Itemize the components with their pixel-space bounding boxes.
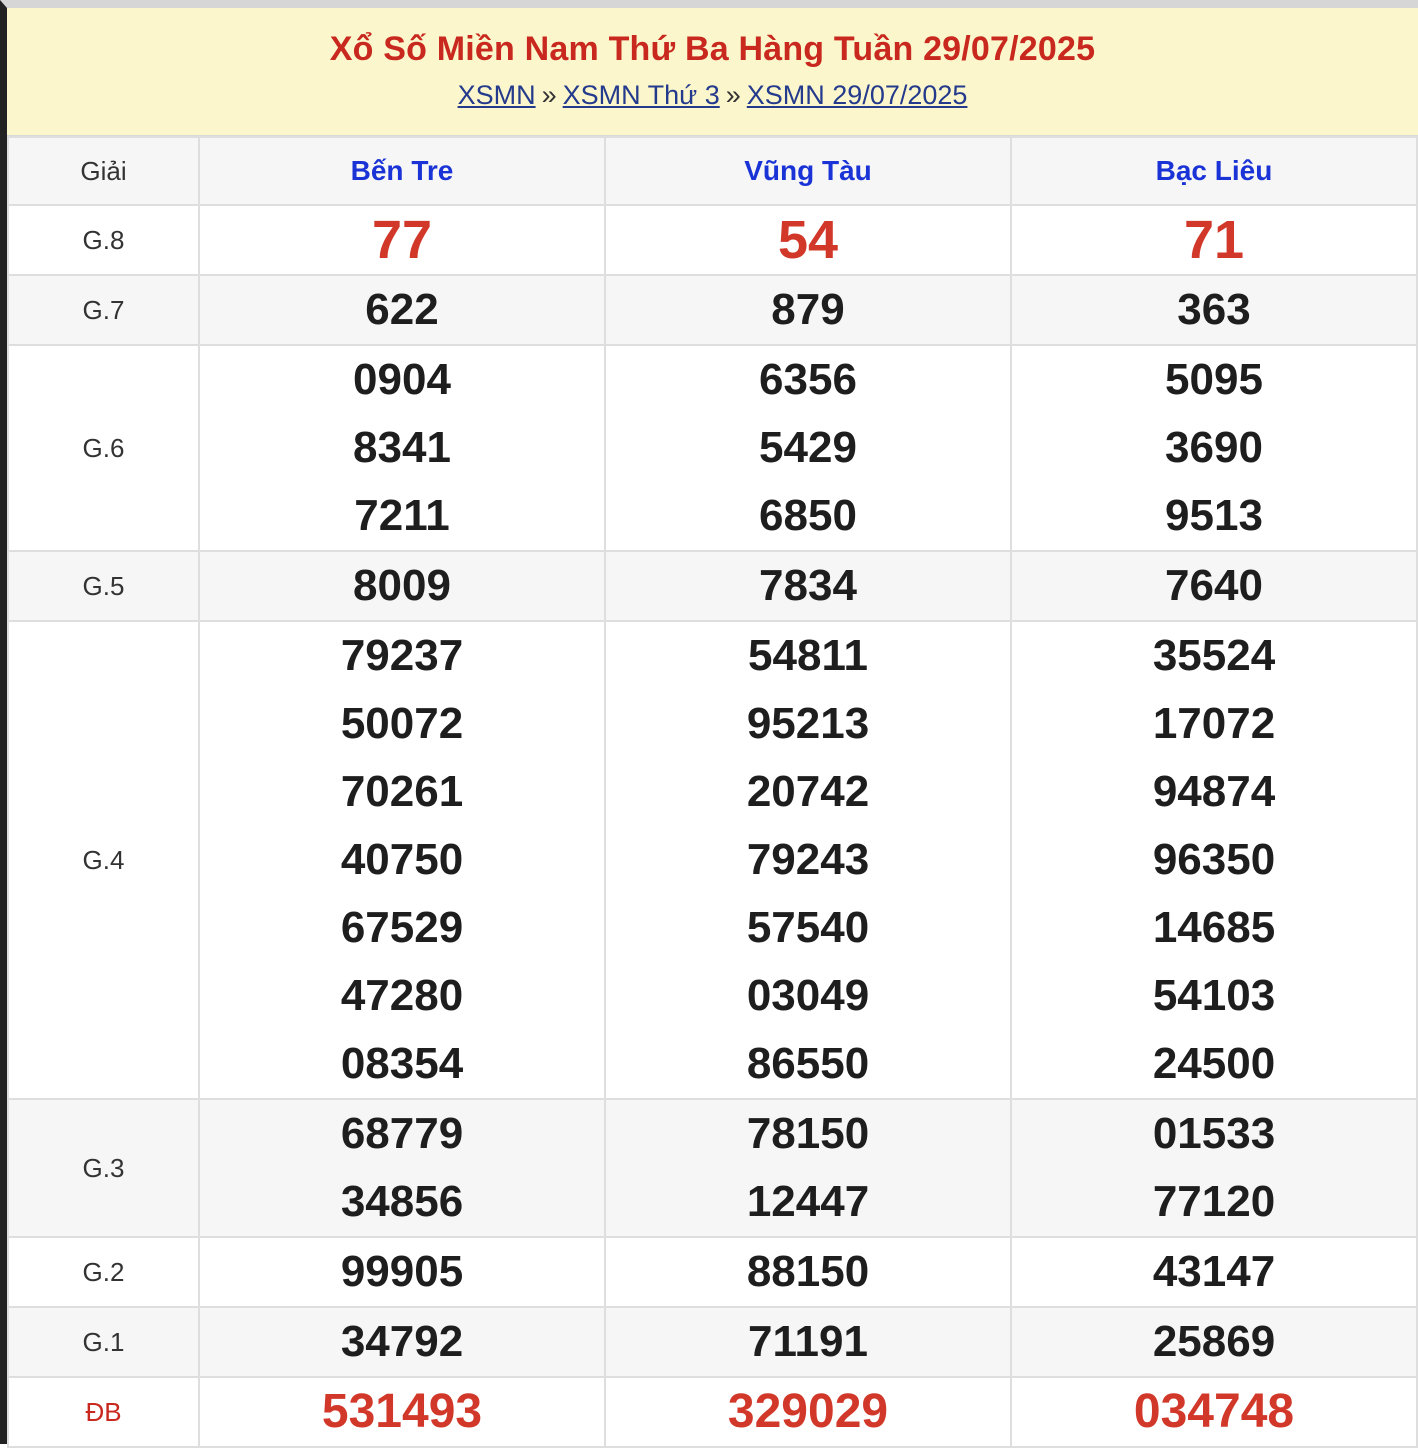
prize-number: 531493: [321, 1385, 483, 1438]
prize-cell: [199, 1237, 605, 1307]
prize-number: 363: [1177, 285, 1251, 334]
prize-cell: [605, 621, 1011, 1099]
prize-number: 3690: [1165, 423, 1263, 472]
prize-row: [8, 205, 1417, 275]
prize-cell: [1011, 1307, 1417, 1377]
prize-cell: [1011, 551, 1417, 621]
prize-row: [8, 1307, 1417, 1377]
prize-number: 034748: [1133, 1385, 1295, 1438]
breadcrumb-link-xsmn[interactable]: XSMN: [457, 80, 536, 110]
breadcrumb-link-date[interactable]: XSMN 29/07/2025: [746, 80, 968, 110]
prize-number: 50072: [340, 699, 464, 748]
prize-number: 67529: [340, 903, 464, 952]
prize-number: 0904: [353, 355, 451, 404]
results-header: [7, 8, 1418, 136]
prize-cell: [199, 1377, 605, 1447]
prize-cell: [605, 345, 1011, 551]
province-header-bac-lieu[interactable]: Bạc Liêu: [1011, 137, 1417, 205]
prize-row: [8, 621, 1417, 1099]
prize-number: 329029: [727, 1385, 889, 1438]
prize-cell: [1011, 1377, 1417, 1447]
prize-cell: [1011, 1237, 1417, 1307]
prize-number: 5429: [759, 423, 857, 472]
prize-number: 94874: [1152, 767, 1276, 816]
prize-label: G.5: [8, 551, 199, 621]
prize-number: 879: [771, 285, 845, 334]
prize-label: G.7: [8, 275, 199, 345]
prize-column-header: Giải: [8, 137, 199, 205]
prize-number: 77: [371, 210, 433, 270]
page-title: Xổ Số Miền Nam Thứ Ba Hàng Tuần 29/07/2025: [329, 30, 1096, 68]
prize-number: 12447: [746, 1177, 870, 1226]
prize-row: [8, 1099, 1417, 1237]
prize-number: 01533: [1152, 1109, 1276, 1158]
prize-cell: [605, 1307, 1011, 1377]
prize-number: 34856: [340, 1177, 464, 1226]
province-header-ben-tre[interactable]: Bến Tre: [199, 137, 605, 205]
prize-number: 08354: [340, 1039, 464, 1088]
prize-cell: [1011, 205, 1417, 275]
prize-number: 57540: [746, 903, 870, 952]
prize-number: 34792: [340, 1317, 464, 1366]
prize-number: 8341: [353, 423, 451, 472]
prize-label: ĐB: [8, 1377, 199, 1447]
prize-cell: [605, 1237, 1011, 1307]
prize-cell: [605, 551, 1011, 621]
table-header-row: [8, 137, 1417, 205]
prize-number: 96350: [1152, 835, 1276, 884]
prize-cell: [605, 1099, 1011, 1237]
prize-number: 99905: [340, 1247, 464, 1296]
prize-cell: [199, 1307, 605, 1377]
prize-number: 54811: [748, 631, 868, 680]
prize-number: 70261: [340, 767, 464, 816]
prize-number: 68779: [340, 1109, 464, 1158]
prize-number: 622: [365, 285, 439, 334]
prize-number: 6850: [759, 491, 857, 540]
prize-number: 7834: [759, 561, 857, 610]
prize-cell: [1011, 345, 1417, 551]
prize-row: [8, 345, 1417, 551]
prize-cell: [199, 621, 605, 1099]
province-header-vung-tau[interactable]: Vũng Tàu: [605, 137, 1011, 205]
prize-number: 47280: [340, 971, 464, 1020]
prize-number: 79237: [340, 631, 464, 680]
prize-number: 6356: [759, 355, 857, 404]
prize-number: 35524: [1152, 631, 1276, 680]
prize-number: 25869: [1152, 1317, 1276, 1366]
prize-number: 20742: [746, 767, 870, 816]
results-table: [7, 136, 1418, 1448]
prize-label: G.3: [8, 1099, 199, 1237]
prize-number: 95213: [746, 699, 870, 748]
breadcrumb-separator: »: [725, 80, 741, 110]
prize-cell: [199, 345, 605, 551]
breadcrumb: [7, 80, 1418, 111]
prize-label: G.6: [8, 345, 199, 551]
prize-cell: [199, 551, 605, 621]
prize-number: 24500: [1152, 1039, 1276, 1088]
prize-number: 54103: [1152, 971, 1276, 1020]
prize-cell: [1011, 1099, 1417, 1237]
prize-number: 9513: [1165, 491, 1263, 540]
prize-number: 03049: [746, 971, 870, 1020]
breadcrumb-link-weekday[interactable]: XSMN Thứ 3: [562, 80, 720, 110]
prize-number: 14685: [1152, 903, 1276, 952]
prize-cell: [1011, 621, 1417, 1099]
prize-cell: [1011, 275, 1417, 345]
prize-cell: [199, 1099, 605, 1237]
breadcrumb-separator: »: [541, 80, 557, 110]
prize-cell: [605, 205, 1011, 275]
prize-number: 7640: [1165, 561, 1263, 610]
prize-number: 8009: [353, 561, 451, 610]
prize-cell: [199, 205, 605, 275]
prize-cell: [605, 275, 1011, 345]
prize-label: G.1: [8, 1307, 199, 1377]
prize-cell: [605, 1377, 1011, 1447]
prize-number: 79243: [746, 835, 870, 884]
prize-number: 71: [1183, 210, 1245, 270]
prize-number: 43147: [1152, 1247, 1276, 1296]
prize-label: G.8: [8, 205, 199, 275]
prize-number: 78150: [746, 1109, 870, 1158]
prize-number: 88150: [746, 1247, 870, 1296]
prize-number: 77120: [1152, 1177, 1276, 1226]
prize-number: 40750: [340, 835, 464, 884]
prize-number: 86550: [746, 1039, 870, 1088]
prize-number: 71191: [748, 1317, 868, 1366]
prize-number: 17072: [1152, 699, 1276, 748]
prize-row: [8, 551, 1417, 621]
prize-label: G.4: [8, 621, 199, 1099]
prize-row: [8, 275, 1417, 345]
prize-row: [8, 1237, 1417, 1307]
prize-row: [8, 1377, 1417, 1447]
prize-label: G.2: [8, 1237, 199, 1307]
prize-number: 54: [777, 210, 839, 270]
prize-number: 5095: [1165, 355, 1263, 404]
prize-number: 7211: [354, 491, 450, 540]
prize-cell: [199, 275, 605, 345]
